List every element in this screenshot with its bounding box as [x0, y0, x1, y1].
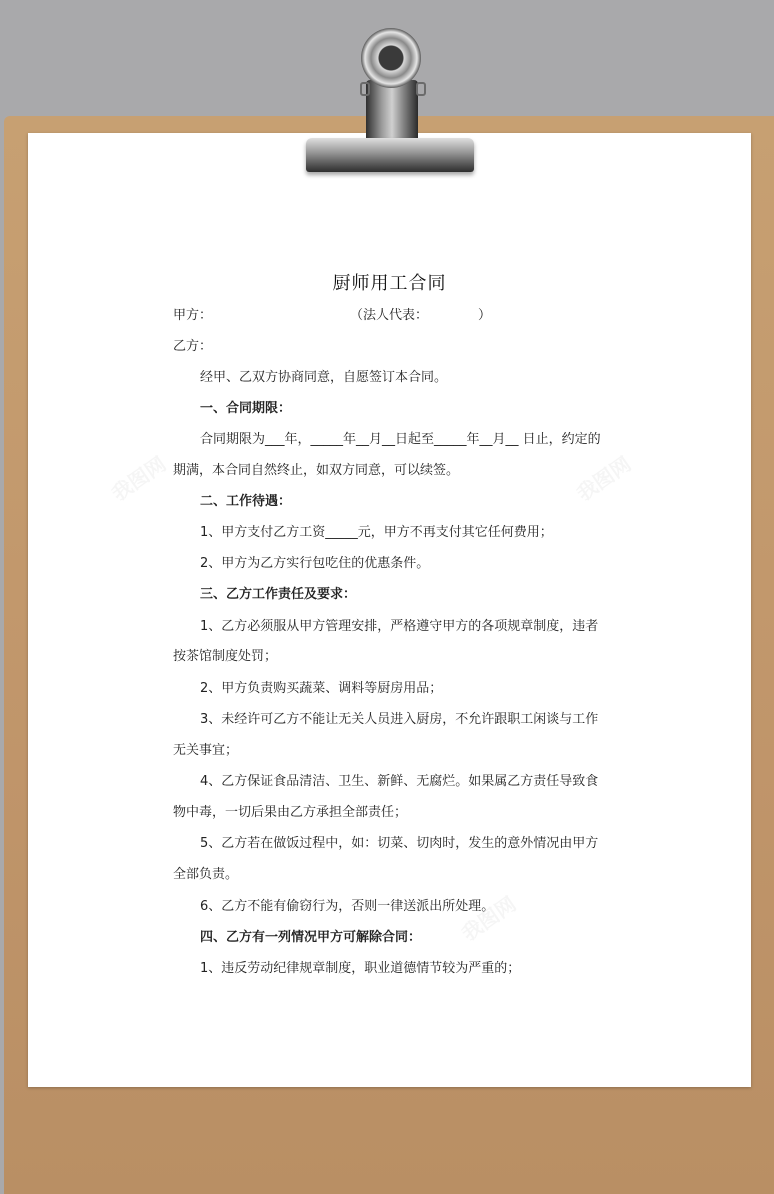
clip-ring-icon: [361, 28, 421, 88]
section-3-item-3-b: 无关事宜；: [173, 743, 239, 758]
section-1-line-1: 合同期限为___年，_____年__月__日起至_____年__月__ 日止，约定的: [200, 432, 601, 447]
section-1-line-2: 期满，本合同自然终止，如双方同意，可以续签。: [173, 463, 460, 478]
section-3-item-5-a: 5、乙方若在做饭过程中，如：切菜、切肉时，发生的意外情况由甲方: [200, 836, 599, 851]
clip-spine: [366, 80, 418, 142]
section-3-item-5-b: 全部负责。: [173, 867, 239, 882]
section-2-item-1: 1、甲方支付乙方工资_____元，甲方不再支付其它任何费用；: [200, 525, 553, 540]
watermark-left: 我图网: [107, 451, 171, 506]
contract-paper: [28, 133, 751, 1087]
section-3-item-1-b: 按茶馆制度处罚；: [173, 649, 278, 664]
section-3-item-2: 2、甲方负责购买蔬菜、调料等厨房用品；: [200, 681, 443, 696]
section-2-heading: 二、工作待遇：: [200, 494, 292, 509]
legal-rep-close: ）: [478, 308, 492, 323]
legal-rep-label: （法人代表：: [350, 308, 429, 323]
section-3-item-4-a: 4、乙方保证食品清洁、卫生、新鲜、无腐烂。如果属乙方责任导致食: [200, 774, 599, 789]
watermark-right: 我图网: [572, 451, 636, 506]
section-3-item-1-a: 1、乙方必须服从甲方管理安排，严格遵守甲方的各项规章制度，违者: [200, 619, 599, 634]
party-a-label: 甲方：: [173, 308, 213, 323]
clip-wire-left: [360, 82, 370, 96]
section-4-heading: 四、乙方有一列情况甲方可解除合同：: [200, 930, 422, 945]
section-2-item-2: 2、甲方为乙方实行包吃住的优惠条件。: [200, 556, 430, 571]
watermark-bottom: 我图网: [457, 891, 521, 946]
clip-base: [306, 138, 474, 172]
clip-wire-right: [416, 82, 426, 96]
contract-document: [28, 133, 751, 1087]
document-title: 厨师用工合同: [332, 273, 447, 294]
party-b-label: 乙方：: [173, 339, 213, 354]
section-1-heading: 一、合同期限：: [200, 401, 292, 416]
section-3-item-6: 6、乙方不能有偷窃行为，否则一律送派出所处理。: [200, 899, 495, 914]
intro-text: 经甲、乙双方协商同意，自愿签订本合同。: [200, 370, 448, 385]
section-3-heading: 三、乙方工作责任及要求：: [200, 587, 357, 602]
section-3-item-4-b: 物中毒，一切后果由乙方承担全部责任；: [173, 805, 408, 820]
section-4-item-1: 1、违反劳动纪律规章制度，职业道德情节较为严重的；: [200, 961, 521, 976]
section-3-item-3-a: 3、未经许可乙方不能让无关人员进入厨房，不允许跟职工闲谈与工作: [200, 712, 599, 727]
